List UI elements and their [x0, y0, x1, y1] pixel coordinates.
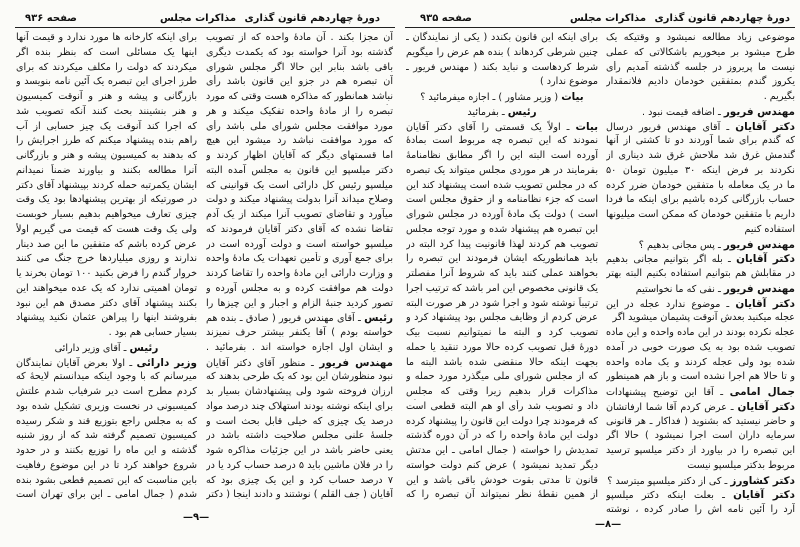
line-text: مورد موافقت مجلس شورای ملی باشد رأی: [206, 120, 393, 132]
text-line: [206, 105, 393, 120]
line-text: باقی باشد بنابر این حالا اگر مجلس شورای: [206, 61, 393, 73]
line-text: و هنر بنشینند بحث کنند آنکه تصویب شد: [16, 105, 197, 117]
text-line: [206, 459, 393, 474]
line-text: عجله میکنید بعدش آنوقت پشیمان میشوید اگر: [612, 312, 795, 324]
line-text: استفاده کنیم: [744, 223, 795, 235]
line-text: طرح میشود بر میخوریم باشکالاتی که عملی: [606, 46, 795, 58]
speaker-line: [206, 311, 393, 326]
line-text: تقاضا نشده که آقای دکتر آقایان فرمودند که: [206, 223, 393, 235]
line-text: ـ اولاً یک قسمتی را آقای دکتر آقایان: [406, 121, 570, 133]
line-text: دولت این مادهٔ واحده را که در آن دوره گذشته: [406, 430, 598, 442]
line-text: نمودند که این تبصره چه مربوط است بمادهٔ: [406, 135, 598, 147]
speaker-name: بیات: [561, 91, 584, 103]
text-line: [406, 415, 598, 430]
text-line: [606, 326, 795, 341]
text-line: [16, 459, 197, 474]
text-line: [16, 429, 197, 444]
text-line: [406, 61, 598, 76]
line-text: از همین نقطهٔ نظر نمیتواند آن تبصره را که: [406, 489, 598, 501]
speaker-line: [606, 105, 795, 120]
line-text: موضوع ندارد ): [539, 76, 598, 88]
speaker-name: رئیس: [129, 341, 159, 354]
speaker-line: [16, 356, 197, 371]
line-text: تمدیدش را خواسته ( جمال امامی ـ این مدتش: [406, 445, 598, 456]
text-line: [16, 385, 197, 400]
line-text: ( وزیر مشاور ) ـ اجازه میفرمائید ؟: [420, 92, 562, 103]
header-rule: [15, 27, 395, 28]
line-text: مربوط بدکتر میلسپو نیست: [687, 459, 795, 471]
line-text: موضوعی زیاد مطالعه نمیشود و وقتیکه یک: [606, 32, 795, 43]
line-text: ـ موضوع ندارد عجله در این: [606, 298, 730, 310]
line-text: راهم بنده پیشنهاد میکنم که طرز اجرایش را: [16, 135, 197, 147]
text-column-right: [606, 31, 795, 518]
text-line: [406, 459, 598, 474]
line-text: ـ آقا این توضیح پیشنهادات: [606, 387, 724, 398]
text-line: [606, 46, 795, 61]
text-line: [206, 488, 393, 503]
line-text: شده بود ولی عجله کردند و یک ماده واحده: [606, 356, 795, 368]
line-text: ـ اضافه قیمت نبود .: [642, 106, 724, 118]
text-line: [16, 370, 197, 385]
text-line: [16, 193, 197, 208]
text-line: [606, 149, 795, 164]
text-line: [606, 503, 795, 518]
text-line: [206, 429, 393, 444]
speaker-line: [606, 400, 795, 415]
line-text: یعنی حاضر باشد در این جزئیات مذاکره شود: [206, 445, 393, 456]
text-line: [16, 267, 197, 282]
line-text: ـ بفرمائید: [467, 106, 508, 118]
line-text: درصد یک چیزی که خیلی قابل بحث است و: [206, 415, 393, 427]
line-text: ـ پس مجانی بدهیم ؟: [638, 239, 724, 251]
text-line: [406, 400, 598, 415]
line-text: ـ آقای مهندس فریور درسال: [606, 121, 730, 133]
line-text: میکردند که دولت را مکلف میکردند که برای: [16, 61, 197, 73]
text-line: [606, 429, 795, 444]
line-text: یک قانونی مخصوص این امر باشد که ترتیب اجرا: [406, 282, 598, 294]
speaker-line: [606, 474, 795, 489]
header-page-number: صفحه ۹۳۶: [25, 13, 77, 24]
line-text: شدم ( جمال امامی ـ این برای تهران است: [16, 489, 197, 501]
line-text: حساب بازرگانی کرده باشیم برای اینکه ما فردا: [606, 194, 795, 206]
line-text: که گندم برای شما آوردند دو تا کشتی از آنها: [606, 135, 795, 147]
text-line: [606, 267, 795, 282]
text-line: [16, 134, 197, 149]
line-text: ولی یک وقت هست که قیمت می گیریم اولاً: [16, 223, 197, 235]
line-text: آرد را آئین نامه اش را صادر کرده ، نوشته: [606, 504, 795, 515]
speaker-name: رئیس: [364, 312, 393, 325]
text-line: [16, 252, 197, 267]
line-text: سرمایه داران است اجرا نمیشود ) حالا اگر: [606, 430, 795, 442]
line-text: ما در یک معامله با متفقین خودمان ضرر کرده: [606, 179, 795, 191]
line-text: در صورتیکه از بهترین پیشنهادها بود یک وقت: [16, 194, 197, 206]
text-line: [16, 75, 197, 90]
line-text: که فرمودند چرا دولت این قانون را پیشنهاد کرده: [406, 415, 598, 427]
text-line: [16, 31, 197, 46]
text-line: [406, 282, 598, 297]
text-line: [606, 415, 795, 430]
line-text: دولت هم موافقت کرده و به مجلس آورده و: [206, 282, 393, 294]
line-text: است که جزء نظامنامه و از حقوق مجلس است: [406, 194, 598, 206]
line-text: بفرمایند در هر موردی مجلس میتواند یک تبصره: [406, 164, 598, 176]
line-text: اینها یک مسائلی است که بنظر بنده اگر: [16, 46, 197, 58]
line-text: شرط کردهاست و نباید بکند ( مهندس فریور ـ: [406, 61, 598, 73]
line-text: که اجرا کند آنوقت یک چیز حسابی از آب: [16, 120, 197, 132]
speaker-name: رئیس: [507, 105, 537, 118]
text-line: [606, 341, 795, 356]
line-text: آنرا مطالعه بکنند و بیاورند ضمناً نمیدانم: [16, 164, 197, 176]
text-line: [16, 61, 197, 76]
text-line: [406, 223, 598, 238]
speaker-line: [406, 90, 598, 105]
text-line: [406, 311, 598, 326]
line-text: که مورد موافقت نباشد رد میشود این هیچ: [206, 135, 393, 147]
text-line: [206, 134, 393, 149]
text-line: [16, 326, 197, 341]
speaker-line: [606, 297, 795, 312]
speaker-line: [606, 238, 795, 253]
line-text: ۷ درصد حساب کرد و این یک چیزی بود که: [206, 474, 393, 486]
text-line: [206, 179, 393, 194]
line-text: دورهٔ قبل تصویب کرده حالا مورد تنقید یا حمله: [406, 341, 598, 353]
text-line: [206, 282, 393, 297]
text-line: [406, 208, 598, 223]
line-text: ـ آقای مهندس فریور ( صادق ـ بنده هم: [206, 313, 361, 325]
line-text: که در مجلس تصویب شده است پیشنهاد کند این: [406, 179, 598, 191]
text-line: [606, 356, 795, 371]
text-line: [16, 311, 197, 326]
line-text: وصلاح میداند آنرا بدولت پیشنهاد میکند و دولت: [206, 194, 393, 206]
line-text: و ایشان اول اجازه خواسته اند . بفرمائید .: [206, 341, 393, 353]
line-text: آقایان ( جف القلم ) نوشتند و دادند اینجا ( دکتر: [206, 489, 393, 501]
line-text: آورده است البته این را اگر مطابق نظامنامهٔ: [406, 150, 598, 161]
header-section-title: مذاکرات مجلس: [570, 13, 647, 24]
text-line: [406, 341, 598, 356]
text-line: [406, 385, 598, 400]
text-line: [16, 179, 197, 194]
line-text: تصور کردید جنبهٔ الزام و اجبار و این چیزها را: [206, 297, 393, 309]
text-line: [406, 326, 598, 341]
text-line: [406, 149, 598, 164]
line-text: بازرگانی و پیشه و هنر و آنوقت کمیسیون: [16, 91, 197, 102]
text-line: [406, 252, 598, 267]
line-text: ایشان یکمرتبه حمله کردند بپیشنهاد آقای دکتر: [16, 179, 197, 191]
text-line: [606, 75, 795, 90]
speaker-name: دکتر آقایان: [733, 489, 795, 502]
speaker-name: دکتر کشاورز: [730, 474, 795, 487]
line-text: نیست ما پریروز در جلسه گذشته آمدیم رأی: [606, 61, 795, 73]
text-column-left: [406, 31, 598, 503]
text-line: [206, 90, 393, 105]
text-line: [406, 488, 598, 503]
line-text: ـ بله اگر بتوانیم مجانی بدهیم: [606, 254, 731, 266]
line-text: ـ اولا بعرض آقایان نمایندگان: [16, 357, 133, 369]
line-text: آن تبصره هم در جزو این قانون باشد رأی: [206, 76, 393, 88]
text-line: [406, 444, 598, 459]
line-text: بگیریم .: [763, 91, 795, 102]
line-text: میرسانم که با وجود اینکه میدانستم لایحهٔ که: [16, 371, 197, 383]
line-text: بسیار حسابی هم بود .: [108, 327, 197, 338]
line-text: خواسته بودم ) آقا یکنفر بیشتر حرف نمیزند: [206, 327, 393, 338]
speaker-name: دکتر آقایان: [736, 253, 795, 266]
text-line: [406, 429, 598, 444]
line-text: آن مجزا بکند . آن مادهٔ واحده که از تصویب: [206, 32, 393, 43]
speaker-line: [606, 120, 795, 135]
text-line: [406, 75, 598, 90]
line-text: باید همانطوریکه ایشان فرمودند این تبصره را: [406, 253, 598, 265]
line-text: تصویب کرد و البته ما نمیتوانیم نسبت بیک: [406, 327, 598, 338]
line-text: اما قسمتهای دیگر که آقایان اظهار کردند و: [206, 150, 393, 161]
text-line: [206, 223, 393, 238]
line-text: تصویب هم کردند لهذا قانونیت پیدا کرد البته در: [406, 238, 598, 250]
text-line: [206, 120, 393, 135]
speaker-line: [606, 488, 795, 503]
text-line: [206, 46, 393, 61]
text-line: [406, 297, 598, 312]
text-line: [206, 326, 393, 341]
line-text: برای جمع آوری و تأمین تعهدات یک مادهٔ واحده: [206, 253, 393, 265]
line-text: بکنند پیشنهاد آقای دکتر مصدق هم این نبود: [16, 297, 197, 309]
line-text: ترتیباً نوشته شود و اجرا شود در هر صورت البته: [406, 297, 598, 309]
text-line: [406, 179, 598, 194]
line-text: مذاکرات قرار بدهیم زیرا وقتی که مجلس: [406, 386, 598, 397]
text-line: [206, 297, 393, 312]
text-line: [16, 223, 197, 238]
text-line: [16, 282, 197, 297]
line-text: طرز اجرای این تبصره یک آئین نامه بنویسد و: [16, 76, 197, 88]
line-text: که به مجلس راجع بتوزیع قند و شکر رسیده: [16, 415, 197, 427]
line-text: گذشته بود آنرا خواسته بود که یکمدت دیگری: [206, 46, 393, 58]
text-line: [206, 75, 393, 90]
line-text: باین مناسبت که این تصمیم قطعی بشود بنده: [16, 474, 197, 486]
line-text: نکردند بر فرض اینکه ۳۰ میلیون تومان ۵۰: [606, 164, 795, 176]
line-text: بجهت اینکه حالا منقضی شده باشد البته ما: [406, 356, 598, 368]
line-text: داریم با متفقین خودمان که ممکن است میلیونها: [606, 209, 795, 220]
line-text: جلسهٔ علنی مجلس صلاحیت داشته باشد در: [206, 430, 393, 442]
text-line: [16, 105, 197, 120]
header-session-title: دورهٔ چهاردهم قانون گذاری: [244, 13, 380, 24]
line-text: این تبصره هم پیشنهاد شده و مورد توجه مجلس: [406, 223, 598, 235]
footer-page-number: —۹—: [183, 512, 210, 523]
text-line: [606, 31, 795, 46]
line-text: ـ نفی که ما نخواستیم: [635, 283, 724, 295]
footer-page-number: —۸—: [595, 519, 622, 530]
text-line: [16, 238, 197, 253]
text-line: [606, 193, 795, 208]
text-line: [406, 370, 598, 385]
speaker-line: [206, 356, 393, 371]
speaker-name: جمال امامی: [729, 386, 795, 398]
line-text: نباشد همانطور که مذاکره هست وقتی که مورد: [206, 91, 393, 102]
text-line: [606, 61, 795, 76]
line-text: ـ بعلت اینکه دکتر میلسپو: [606, 490, 725, 502]
line-text: کمیسیون تصمیم گرفته شد که از روز شنبه: [16, 430, 197, 442]
line-text: که از مجلس شورای ملی میگذرد مورد حمله و: [406, 371, 598, 383]
line-text: خروار گندم را فرض بکنید ۱۰۰ تومان بخرند یا: [16, 268, 197, 279]
text-line: [16, 149, 197, 164]
header-page-number: صفحه ۹۳۵: [420, 13, 472, 24]
line-text: یکروز گندم بمتفقین خودمان دادیم فلانمقدار: [606, 76, 795, 88]
line-text: قانون تا مدتی بقوت خودش باقی باشد و این: [406, 474, 598, 486]
line-text: گندمش غرق شد ملاحش غرق شد دیناری از: [606, 150, 795, 161]
speaker-name: بیات: [575, 120, 598, 133]
speaker-line: [606, 252, 795, 267]
line-text: است ) دولت یک مادهٔ آورده در مجلس شورای: [406, 209, 598, 220]
text-line: [606, 311, 795, 326]
line-text: داد و تصویب شد رأی او هم البته قطعی است: [406, 400, 598, 412]
line-text: عرض کردم از وظایف مجلس بود پیشنهاد کرد و: [406, 312, 598, 324]
text-line: [206, 400, 393, 415]
line-text: این تبصره را در بیاورد از دکتر میلسپو ترسید: [606, 445, 795, 456]
text-line: [406, 474, 598, 489]
text-line: [406, 134, 598, 149]
speaker-name: مهندس فریور: [319, 356, 393, 369]
line-text: میآورد و تقاضای تصویب آنرا میکند از یک آدم: [206, 209, 393, 220]
page-935: [400, 0, 800, 547]
speaker-line: [606, 282, 795, 297]
speaker-name: دکتر آقایان: [735, 120, 795, 133]
text-line: [406, 267, 598, 282]
speaker-name: وزیر دارائی: [136, 356, 197, 369]
line-text: میلسپو خواسته است و دولت آورده است در: [206, 238, 393, 250]
text-line: [206, 164, 393, 179]
line-text: ندارند و روزی میلیاردها خرج جنگ می کنند: [16, 253, 197, 265]
line-text: برای اینکه این قانون بکندد ( یکی از نمایندگان ـ: [406, 32, 598, 43]
line-text: دکتر میلسپو این قانون به مجلس آمده البته: [206, 164, 393, 176]
text-line: [16, 444, 197, 459]
line-text: شروع خواهند کرد تا در این موضوع رفاهیت: [16, 459, 197, 471]
line-text: ـ منظور آقای دکتر آقایان: [206, 357, 314, 369]
text-line: [206, 31, 393, 46]
line-text: ـ کی از دکتر میلسپو میترسد ؟: [607, 475, 731, 487]
line-text: عرض کرده باشم که متفقین ما این صد دینار: [16, 238, 197, 250]
text-line: [606, 179, 795, 194]
line-text: برای اینکه کارخانه ها مورد ندارد و قیمت آنها: [16, 32, 197, 43]
text-line: [206, 193, 393, 208]
speaker-name: دکتر آقایان: [737, 400, 795, 413]
line-text: تبصره را از مادهٔ واحده تفکیک میکند و هر: [206, 105, 393, 117]
text-line: [16, 488, 197, 503]
text-line: [16, 208, 197, 223]
header-session-title: دورهٔ چهاردهم قانون گذاری: [654, 13, 790, 24]
text-line: [206, 208, 393, 223]
line-text: میلسپو رئیس کل دارائی است یک قوانینی که: [206, 179, 393, 191]
text-line: [16, 474, 197, 489]
text-line: [406, 164, 598, 179]
text-line: [16, 90, 197, 105]
text-line: [16, 164, 197, 179]
line-text: ارزان فروخته شود ولی پیشنهادشان بسیار بد: [206, 386, 393, 397]
speaker-name: دکتر آقایان: [735, 297, 795, 310]
text-line: [206, 370, 393, 385]
text-line: [16, 400, 197, 415]
text-line: [206, 415, 393, 430]
text-line: [206, 61, 393, 76]
line-text: بخواهند عملی کنند باید که شروط آنرا مفصلتر: [406, 268, 598, 279]
line-text: گذشته و این ماه را توزیع بکنند و در حدود: [16, 445, 197, 456]
header-section-title: مذاکرات مجلس: [160, 13, 237, 24]
header-rule: [405, 27, 795, 28]
text-line: [206, 474, 393, 489]
text-line: [606, 444, 795, 459]
speaker-name: مهندس فریور: [723, 238, 795, 251]
text-line: [16, 415, 197, 430]
line-text: چنین شرطی کردهاند ) بنده هم عرض را میگویم: [406, 46, 598, 58]
text-column-right: [206, 31, 393, 503]
line-text: برای اینکه نوشته بودند استهلاک چند درصد مواد: [206, 400, 393, 412]
line-text: را در فلان ماشین باید ۵ درصد حساب کرد یا در: [206, 459, 393, 471]
text-line: [206, 267, 393, 282]
speaker-line: [406, 120, 598, 135]
line-text: کمیسیونی در نخست وزیری تشکیل شده بود: [16, 400, 197, 412]
line-text: دیگر تمدید نمیشود ) عرض کنم دولت خواسته: [406, 459, 598, 471]
text-line: [206, 444, 393, 459]
text-line: [16, 46, 197, 61]
text-line: [406, 356, 598, 371]
text-line: [606, 164, 795, 179]
line-text: که بدهند به کمیسیون پیشه و هنر و بازرگانی: [16, 150, 197, 161]
text-line: [406, 46, 598, 61]
text-line: [206, 149, 393, 164]
text-line: [606, 370, 795, 385]
text-line: [406, 238, 598, 253]
text-column-left: [16, 31, 197, 503]
line-text: و تا حالا هم اجرا نشده است و باز هم همینطور: [606, 371, 795, 383]
text-line: [16, 120, 197, 135]
text-line: [406, 31, 598, 46]
line-text: و وزارت دارائی این مادهٔ واحده را تقاضا کردند: [206, 268, 393, 279]
text-line: [16, 297, 197, 312]
line-text: ـ آقای وزیر دارائی: [54, 342, 130, 354]
text-line: [406, 193, 598, 208]
line-text: تصویب شده بود به یک صورت خوبی در آمده: [606, 341, 795, 353]
text-line: [606, 459, 795, 474]
text-line: [206, 238, 393, 253]
line-text: تومان اهمیتی ندارد که یک عده میخواهند این: [16, 282, 197, 294]
text-line: [606, 134, 795, 149]
line-text: در مقابلش هم بتوانیم استفاده بکنیم البته بهتر: [606, 268, 795, 279]
speaker-name: مهندس فریور: [723, 105, 795, 118]
text-line: [206, 385, 393, 400]
speaker-line: [16, 341, 197, 356]
speaker-name: مهندس فریور: [723, 282, 795, 295]
text-line: [606, 223, 795, 238]
line-text: ـ عرض کردم آقا شما ارفاتشان: [606, 401, 734, 413]
line-text: عجله نکرده بودند در این ماده واحده و این ماده: [606, 327, 795, 338]
line-text: کردم مطرح است دیر شرفیاب شدم علتش: [16, 386, 197, 397]
line-text: نبود منظورشان این بود که یک طرحی بدهند که: [206, 371, 393, 383]
text-line: [206, 252, 393, 267]
line-text: بفروشند اینها را پیراهن عثمان نکنید پیشنهاد: [16, 312, 197, 324]
text-line: [606, 90, 795, 105]
text-line: [606, 208, 795, 223]
line-text: چیزی تعارف میخواهیم بدهیم بسیار خوبست: [16, 209, 197, 220]
speaker-line: [606, 385, 795, 400]
speaker-line: [406, 105, 598, 120]
text-line: [206, 341, 393, 356]
line-text: و حاضر نیستید که بشنوید ( فداکار ـ هر قانونی: [606, 415, 795, 427]
